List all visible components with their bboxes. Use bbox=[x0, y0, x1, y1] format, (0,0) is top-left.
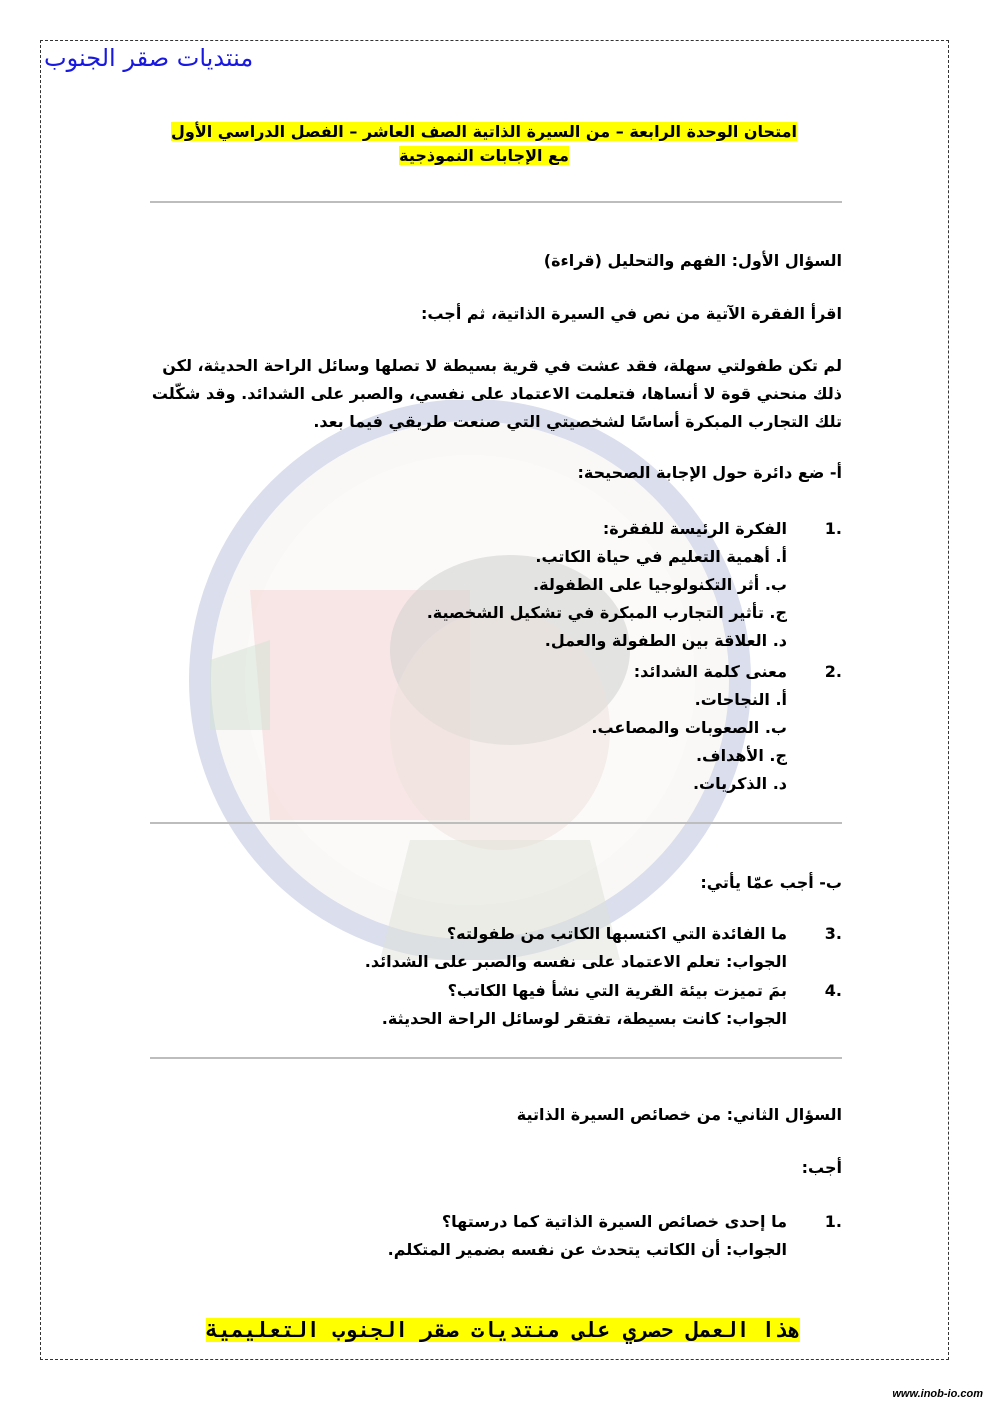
question-text: ما الفائدة التي اكتسبها الكاتب من طفولته؟ bbox=[446, 924, 787, 943]
part-a-heading: أ- ضع دائرة حول الإجابة الصحيحة: bbox=[577, 463, 842, 482]
divider bbox=[150, 1057, 842, 1059]
question-text: الفكرة الرئيسة للفقرة: bbox=[602, 519, 787, 538]
short-question-4 bbox=[150, 977, 842, 1033]
title-line-2: مع الإجابات النموذجية bbox=[399, 146, 569, 165]
mcq-question-2 bbox=[150, 658, 842, 798]
question-number: 1. bbox=[824, 1212, 842, 1231]
q1-heading: السؤال الأول: الفهم والتحليل (قراءة) bbox=[543, 251, 842, 270]
option: أ. أهمية التعليم في حياة الكاتب. bbox=[535, 547, 787, 566]
option: ج. الأهداف. bbox=[695, 746, 787, 765]
q1-instruction: اقرأ الفقرة الآتية من نص في السيرة الذاتية، ثم أجب: bbox=[420, 304, 842, 323]
q2-question-1 bbox=[150, 1208, 842, 1264]
question-number: 1. bbox=[824, 519, 842, 538]
question-number: 4. bbox=[824, 981, 842, 1000]
answer-text: الجواب: أن الكاتب يتحدث عن نفسه بضمير المتكلم. bbox=[387, 1240, 787, 1259]
option: د. الذكريات. bbox=[692, 774, 787, 793]
option: د. العلاقة بين الطفولة والعمل. bbox=[544, 631, 787, 650]
reading-passage bbox=[150, 352, 842, 436]
option: ب. أثر التكنولوجيا على الطفولة. bbox=[533, 575, 787, 594]
question-number: 3. bbox=[824, 924, 842, 943]
q2-heading: السؤال الثاني: من خصائص السيرة الذاتية bbox=[516, 1105, 842, 1124]
question-text: بمَ تميزت بيئة القرية التي نشأ فيها الكاتب؟ bbox=[447, 981, 787, 1000]
question-text: معنى كلمة الشدائد: bbox=[633, 662, 787, 681]
title-line-1: امتحان الوحدة الرابعة – من السيرة الذاتية الصف العاشر – الفصل الدراسي الأول bbox=[170, 122, 797, 141]
part-b-heading: ب- أجب عمّا يأتي: bbox=[700, 873, 842, 892]
passage-line: تلك التجارب المبكرة أساسًا لشخصيتي التي صنعت طريقي فيما بعد. bbox=[313, 412, 842, 431]
passage-line: ذلك منحني قوة لا أنساها، فتعلمت الاعتماد على نفسي، والصبر على الشدائد. وقد شكّلت bbox=[151, 384, 842, 403]
question-number: 2. bbox=[824, 662, 842, 681]
answer-text: الجواب: تعلم الاعتماد على نفسه والصبر على الشدائد. bbox=[364, 952, 787, 971]
site-title: منتديات صقر الجنوب bbox=[44, 44, 254, 72]
option: ج. تأثير التجارب المبكرة في تشكيل الشخصية. bbox=[426, 603, 787, 622]
question-text: ما إحدى خصائص السيرة الذاتية كما درستها؟ bbox=[441, 1212, 787, 1231]
footer-notice bbox=[150, 1318, 800, 1342]
exam-title bbox=[150, 120, 818, 168]
divider bbox=[150, 822, 842, 824]
footer-text: هذا العمل حصري على منتديات صقر الجنوب التعليمية bbox=[205, 1318, 800, 1342]
q2-instruction: أجب: bbox=[801, 1158, 842, 1177]
option: ب. الصعوبات والمصاعب. bbox=[591, 718, 787, 737]
mcq-question-1 bbox=[150, 515, 842, 655]
corner-url: www.inob-io.com bbox=[892, 1388, 983, 1400]
answer-text: الجواب: كانت بسيطة، تفتقر لوسائل الراحة الحديثة. bbox=[381, 1009, 787, 1028]
divider bbox=[150, 201, 842, 203]
option: أ. النجاحات. bbox=[694, 690, 787, 709]
short-question-3 bbox=[150, 920, 842, 976]
passage-line: لم تكن طفولتي سهلة، فقد عشت في قرية بسيطة لا تصلها وسائل الراحة الحديثة، لكن bbox=[162, 356, 842, 375]
